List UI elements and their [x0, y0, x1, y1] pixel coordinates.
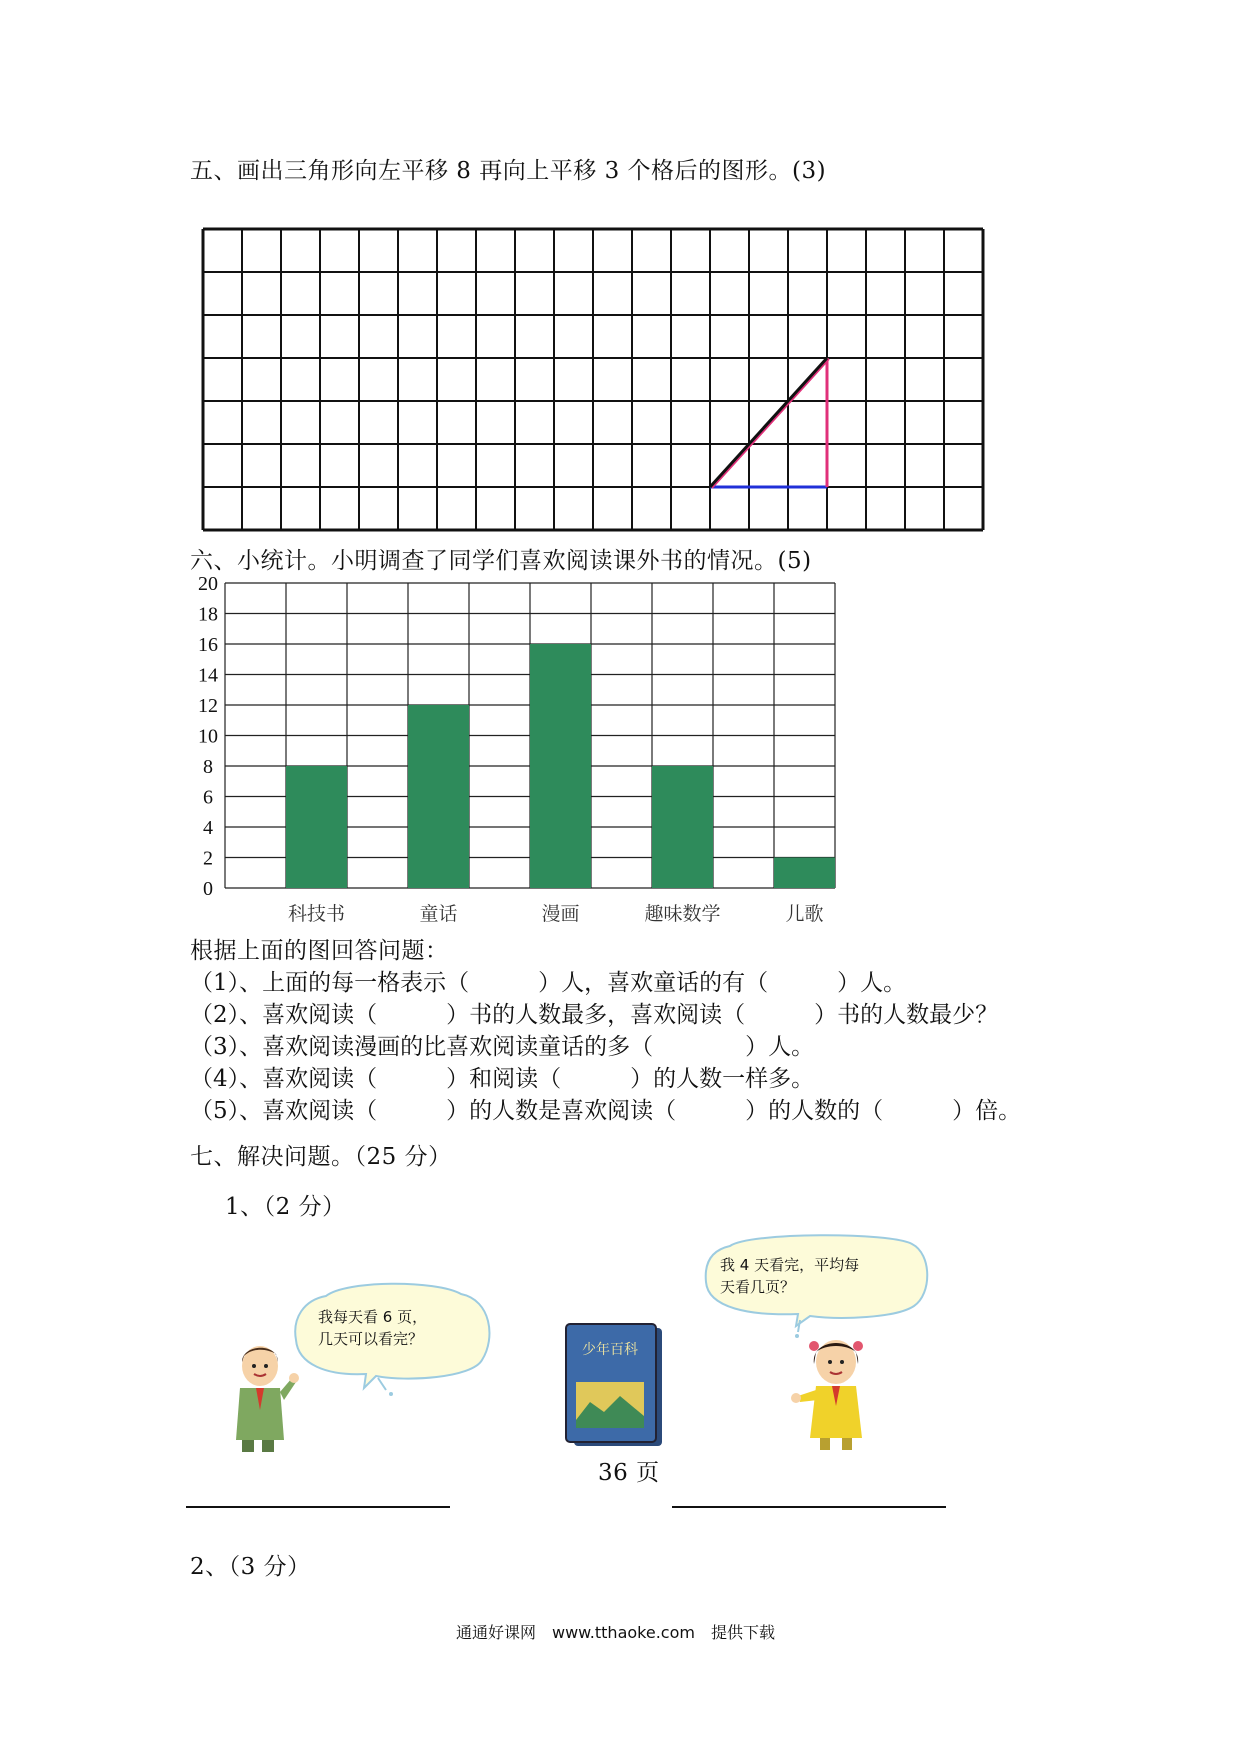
bar-童话 [408, 705, 469, 888]
boy-illustration [226, 1340, 306, 1455]
question-1: （1）、上面的每一格表示（ ）人，喜欢童话的有（ ）人。 [190, 970, 907, 996]
bar-儿歌 [774, 858, 835, 889]
answer-line-right[interactable] [672, 1506, 946, 1508]
girl-illustration [790, 1334, 880, 1454]
book-illustration [560, 1320, 670, 1450]
boy-bubble-line1: 我每天看 6 页， [318, 1308, 428, 1326]
translation-grid[interactable] [200, 226, 990, 532]
y-tick-label: 12 [198, 695, 218, 717]
x-tick-label: 科技书 [287, 903, 346, 925]
x-tick-label: 儿歌 [785, 903, 824, 925]
triangle [710, 358, 829, 488]
x-tick-label: 童话 [419, 903, 458, 925]
x-tick-label: 漫画 [541, 903, 580, 925]
question-4: （4）、喜欢阅读（ ）和阅读（ ）的人数一样多。 [190, 1066, 815, 1092]
grid-lines [203, 229, 983, 530]
bar-科技书 [286, 766, 347, 888]
question-3: （3）、喜欢阅读漫画的比喜欢阅读童话的多（ ）人。 [190, 1034, 815, 1060]
y-tick-label: 0 [203, 878, 213, 900]
triangle-hypotenuse-shadow [712, 359, 829, 488]
question-2: （2）、喜欢阅读（ ）书的人数最多，喜欢阅读（ ）书的人数最少？ [190, 1002, 999, 1028]
y-tick-label: 8 [203, 756, 213, 778]
chart-x-ticks [288, 903, 824, 925]
section5-title: 五、画出三角形向左平移 8 再向上平移 3 个格后的图形。(3) [190, 158, 827, 184]
section7-title: 七、解决问题。（25 分） [190, 1144, 452, 1170]
y-tick-label: 20 [198, 575, 218, 595]
triangle-hypotenuse [710, 358, 827, 487]
girl-bubble-line1: 我 4 天看完，平均每 [720, 1256, 860, 1274]
y-tick-label: 6 [203, 786, 213, 809]
bar-趣味数学 [652, 766, 713, 888]
y-tick-label: 14 [198, 664, 218, 687]
reading-bar-chart [190, 575, 850, 930]
q1-label: 1、（2 分） [225, 1194, 346, 1220]
section6-title: 六、小统计。小明调查了同学们喜欢阅读课外书的情况。(5) [190, 548, 812, 574]
chart-y-ticks [198, 575, 218, 900]
y-tick-label: 2 [203, 847, 213, 870]
y-tick-label: 18 [198, 603, 218, 626]
y-tick-label: 4 [203, 817, 213, 839]
x-tick-label: 趣味数学 [644, 903, 721, 925]
question-5: （5）、喜欢阅读（ ）的人数是喜欢阅读（ ）的人数的（ ）倍。 [190, 1098, 1022, 1124]
girl-bubble-line2: 天看几页？ [720, 1278, 796, 1296]
bar-漫画 [530, 644, 591, 888]
q2-label: 2、（3 分） [190, 1554, 311, 1580]
book-title: 少年百科 [582, 1342, 638, 1358]
boy-bubble-line2: 几天可以看完？ [318, 1330, 424, 1348]
section6-intro: 根据上面的图回答问题： [190, 938, 449, 964]
page-footer: 通通好课网 www.tthaoke.com 提供下载 [456, 1623, 775, 1642]
book-pages: 36 页 [598, 1460, 660, 1486]
y-tick-label: 10 [198, 725, 218, 748]
answer-line-left[interactable] [186, 1506, 450, 1508]
y-tick-label: 16 [198, 634, 218, 656]
